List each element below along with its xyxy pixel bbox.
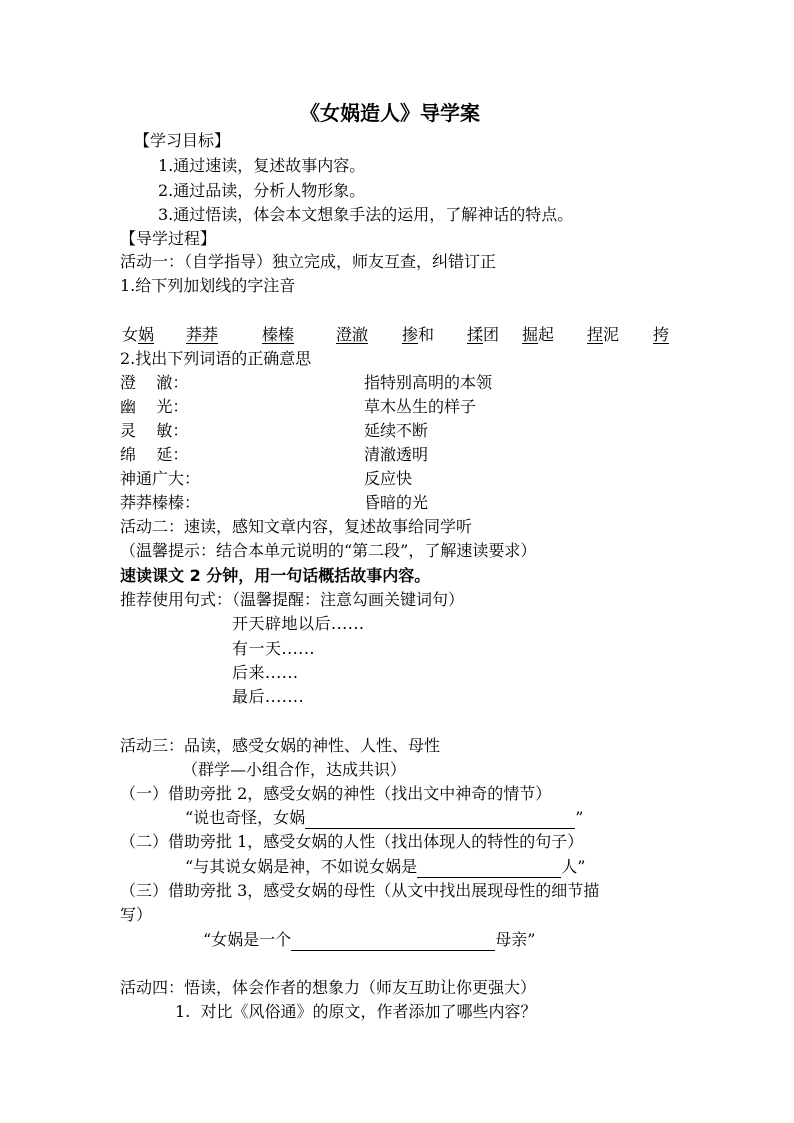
word-jueqi: 掘起: [522, 325, 555, 344]
activity-2-tip: （温馨提示：结合本单元说明的“第二段”，了解速读要求）: [120, 541, 537, 560]
activity-2-pattern: 推荐使用句式：（温馨提醒：注意勾画关键词句）: [120, 590, 465, 609]
goal-item-1: 1.通过速读，复述故事内容。: [158, 156, 366, 175]
activity-3-part-3-cont: 写）: [120, 905, 153, 924]
meaning-6: 昏暗的光: [364, 493, 429, 512]
word-mangmang: 莽莽: [186, 325, 219, 344]
word-routuan: 揉团: [467, 325, 500, 344]
word-zhenzhen: 榛榛: [262, 325, 295, 344]
activity-3-note: （群学—小组合作，达成共识）: [182, 760, 407, 779]
answer-blank-1[interactable]: [305, 810, 575, 829]
goal-item-3: 3.通过悟读，体会本文想象手法的运用，了解神话的特点。: [158, 205, 574, 224]
pattern-line-1: 开天辟地以后......: [232, 614, 365, 633]
meaning-4: 清澈透明: [364, 445, 429, 464]
pattern-line-3: 后来......: [232, 663, 299, 682]
meaning-2: 草木丛生的样子: [364, 397, 477, 416]
page-title: 《女娲造人》导学案: [300, 101, 480, 125]
term-2: 幽 光：: [120, 397, 189, 416]
activity-1-question-2: 2.找出下列词语的正确意思: [120, 349, 312, 368]
meaning-3: 延续不断: [364, 421, 429, 440]
activity-3-part-1: （一）借助旁批 2，感受女娲的神性（找出文中神奇的情节）: [120, 784, 552, 803]
pattern-line-2: 有一天......: [232, 639, 316, 658]
activity-2-title: 活动二：速读，感知文章内容，复述故事给同学听: [120, 517, 473, 536]
activity-1-question-1: 1.给下列加划线的字注音: [120, 276, 296, 295]
goal-item-2: 2.通过品读，分析人物形象。: [158, 181, 366, 200]
answer-blank-2[interactable]: [417, 859, 561, 878]
process-heading: 【导学过程】: [120, 229, 217, 248]
word-kua: 挎: [653, 325, 670, 344]
goals-heading: 【学习目标】: [134, 131, 231, 150]
term-4: 绵 延：: [120, 445, 189, 464]
activity-2-bold-instruction: 速读课文 2 分钟，用一句话概括故事内容。: [120, 566, 431, 585]
meaning-5: 反应快: [364, 469, 413, 488]
word-chengche: 澄澈: [336, 325, 369, 344]
activity-3-title: 活动三：品读，感受女娲的神性、人性、母性: [120, 736, 441, 755]
activity-1-title: 活动一：（自学指导）独立完成，师友互查，纠错订正: [120, 252, 497, 271]
activity-3-fill-3: “女娲是一个 母亲”: [203, 930, 536, 949]
word-nieni: 捏泥: [587, 325, 620, 344]
term-5: 神通广大：: [120, 469, 201, 488]
activity-3-part-2: （二）借助旁批 1，感受女娲的人性（找出体现人的特性的句子）: [120, 832, 584, 851]
meaning-1: 指特别高明的本领: [364, 373, 493, 392]
activity-4-title: 活动四：悟读，体会作者的想象力（师友互助让你更强大）: [120, 978, 537, 997]
activity-4-question-1: 1. 对比《风俗通》的原文，作者添加了哪些内容？: [175, 1002, 537, 1021]
word-chanhuo: 掺和: [402, 325, 435, 344]
term-3: 灵 敏：: [120, 421, 189, 440]
answer-blank-3[interactable]: [291, 932, 495, 951]
activity-3-fill-2: “与其说女娲是神，不如说女娲是 人”: [185, 857, 586, 876]
term-6: 莽莽榛榛：: [120, 493, 201, 512]
word-nuwa: 女娲: [122, 325, 155, 344]
activity-3-fill-1: “说也奇怪，女娲 ”: [185, 808, 584, 827]
term-1: 澄 澈：: [120, 373, 189, 392]
activity-3-part-3: （三）借助旁批 3，感受女娲的母性（从文中找出展现母性的细节描: [120, 881, 600, 900]
pattern-line-4: 最后.......: [232, 687, 305, 706]
